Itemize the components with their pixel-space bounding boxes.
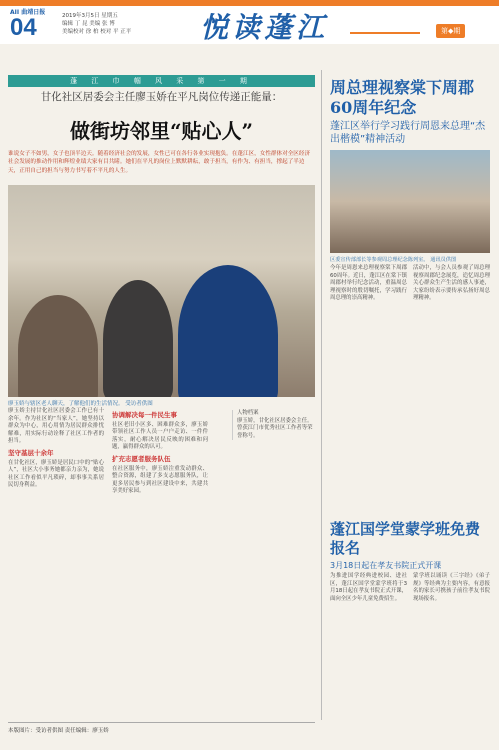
right-subtitle-2: 3月18日起在孝友书院正式开课 bbox=[330, 561, 442, 570]
editor-line: 编辑 丁 昆 美编 张 博 bbox=[62, 21, 115, 27]
paper-name: AII 曲靖日报 bbox=[10, 9, 46, 16]
column-divider bbox=[321, 70, 322, 720]
right-headline-1: 周总理视察棠下周郡60周年纪念 bbox=[330, 78, 475, 117]
right-article-1-body bbox=[330, 265, 490, 515]
body-para-3: 社区老旧小区多、困难群众多，廖玉娇带领社区工作人员一户户走访、一件件落实，耐心解决居民反映的困难和问题，赢得群众的认可。 bbox=[112, 421, 208, 451]
right2-body-col-1: 为推进国学经典进校园、进社区，蓬江区国学堂蒙学班将于3月18日起在孝友书院正式开课，面向全区少年儿童免费招生。 bbox=[330, 573, 407, 602]
profile-box: 人物档案 廖玉娇，甘化社区居委会主任。曾获江门市优秀社区工作者等荣誉称号。 bbox=[232, 410, 313, 440]
checker-line: 美编校对 徐 柏 校对 平 正平 bbox=[62, 29, 132, 35]
right-body-col-1: 今年是周恩来总理视察棠下周郡60周年。近日，蓬江区在棠下镇周郡村举行纪念活动，重温周总理视察时的殷切嘱托，学习践行周总理的崇高精神。 bbox=[330, 265, 407, 302]
body-column-2 bbox=[112, 408, 208, 496]
edition-badge: 第◆期 bbox=[436, 24, 465, 38]
right-photo-1 bbox=[330, 150, 490, 253]
right2-body-col-2: 蒙学班以诵读《三字经》《弟子规》等经典为主要内容，有意报名的家长可携孩子前往孝友书院现场报名。 bbox=[413, 573, 490, 602]
article-body bbox=[8, 408, 315, 718]
masthead: 悦读蓬江 bbox=[200, 11, 329, 44]
photo-caption: 廖玉娇与辖区老人聊天，了解他们的生活情况。 受访者供图 bbox=[8, 401, 153, 407]
body-para-4: 在社区服务中，廖玉娇注重发动群众、整合资源，组建了多支志愿服务队，让更多居民参与到社区建设中来，共建共享美好家园。 bbox=[112, 465, 208, 495]
page-header bbox=[0, 0, 499, 44]
article-intro: 谁说女子不如男，女子也顶半边天。随着经济社会的发展，女性已可在各行各业实现抱负。在蓬江区，女性群体对全区经济社会发展的推动作用和辉煌业绩大家有目共睹。她们在平凡的岗位上默默耕耘，敢于担当，有作为、有担当，撑起了半边天，正用自己的担当与努力书写着不平凡的人生。 bbox=[8, 151, 311, 174]
section-head-2: 协调解决每一件民生事 bbox=[112, 411, 177, 419]
page-number: 04 bbox=[10, 14, 37, 41]
right-photo-caption: 区委宣传部部长等参观周总理纪念陈列室。 通讯员供图 bbox=[330, 257, 457, 263]
section-head-3: 扩充志愿者服务队伍 bbox=[112, 454, 171, 463]
body-para-1: 廖玉娇主持甘化社区居委会工作已有十余年。作为社区的“当家人”，她坚持以群众为中心，用心用情为居民群众排忧解难，用实际行动诠释了社区工作者的担当。 bbox=[8, 408, 104, 445]
right-headline-2: 蓬江国学堂蒙学班免费报名 bbox=[330, 520, 481, 557]
page-credit: 本版图片：受访者供图 责任编辑：廖玉娇 bbox=[8, 722, 315, 734]
article-headline: 做街坊邻里“贴心人” bbox=[69, 119, 253, 143]
article-subtitle: 甘化社区居委会主任廖玉娇在平凡岗位传递正能量： bbox=[40, 91, 283, 103]
photo-figure-woman bbox=[178, 265, 278, 397]
column-title: 蓬 江 巾 帼 风 采 第 一 期 bbox=[8, 75, 315, 87]
section-head-1: 坚守基层十余年 bbox=[8, 448, 54, 457]
date-line: 2019年3月5日 星期五 bbox=[62, 13, 118, 19]
right-subtitle-1: 蓬江区举行学习践行周恩来总理“杰出楷模”精神活动 bbox=[330, 121, 486, 145]
article-photo bbox=[8, 185, 315, 397]
header-meta bbox=[62, 12, 131, 36]
right-article-2-body bbox=[330, 573, 490, 723]
photo-figure-elder2 bbox=[103, 280, 173, 397]
masthead-decoration bbox=[350, 18, 420, 34]
photo-figure-elder bbox=[18, 295, 98, 397]
body-column-1 bbox=[8, 408, 104, 490]
body-para-2: 在甘化社区，廖玉娇是居民口中的“贴心人”，社区大小事务她都亲力亲为，她说社区工作看似平凡琐碎，却事事关系居民切身利益。 bbox=[8, 459, 104, 489]
right-body-col-2: 活动中，与会人员参观了周总理视察周郡纪念展览，追忆周总理关心群众生产生活的感人事迹，大家纷纷表示要传承弘扬好周总理精神。 bbox=[413, 265, 490, 302]
